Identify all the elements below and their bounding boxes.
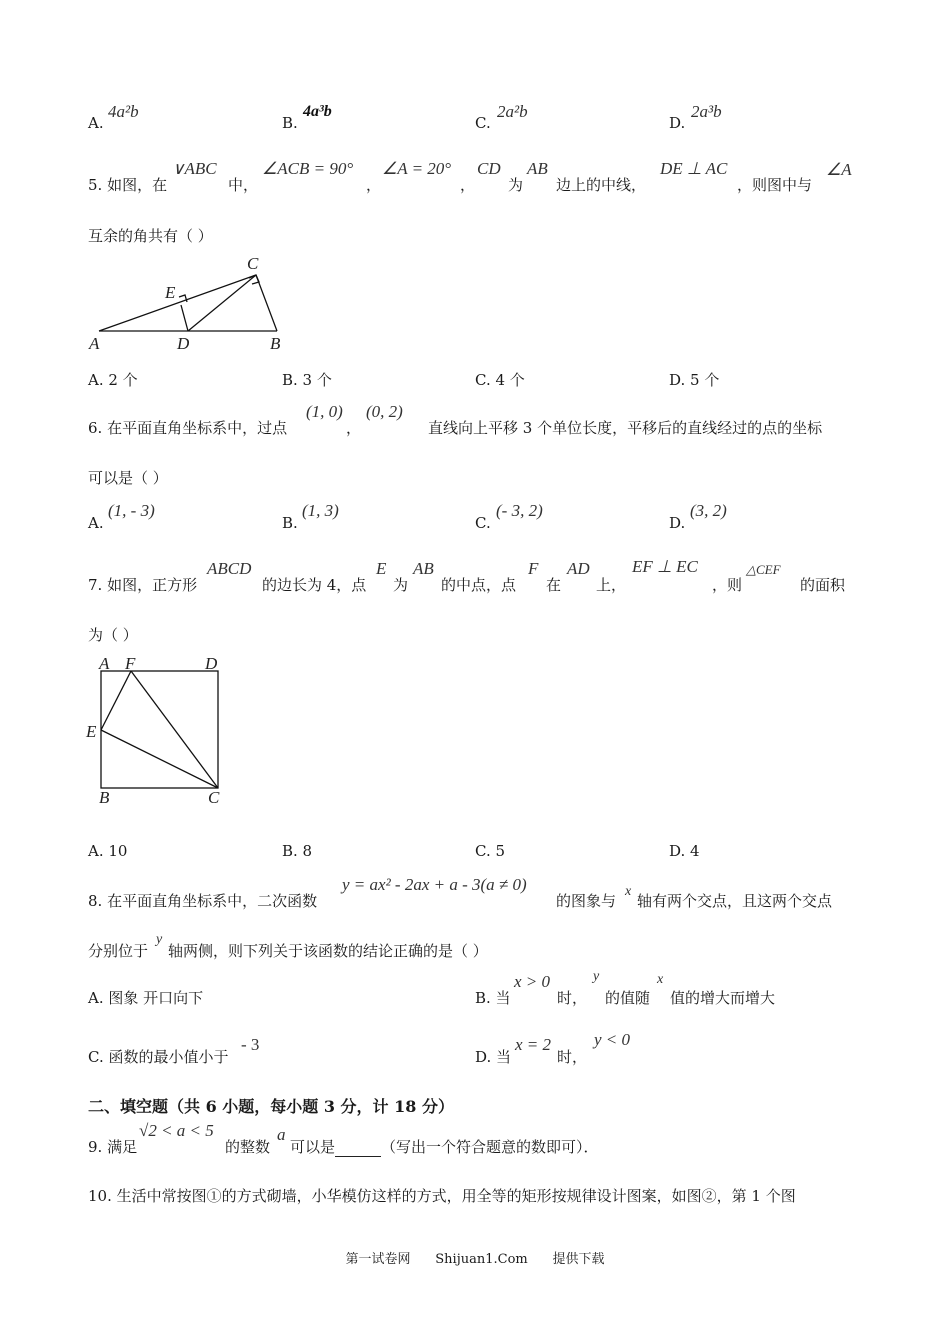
q8-line2a: 分别位于 xyxy=(88,942,149,960)
q5-angle-acb: ∠ACB = 90° xyxy=(262,159,354,178)
q8-option-b-y: y xyxy=(593,969,600,984)
q7-label-d: D xyxy=(205,654,218,673)
q7-label-e: E xyxy=(86,722,97,741)
q5-option-c: C. 4 个 xyxy=(475,371,525,389)
q4-option-a-expr: 4a²b xyxy=(108,102,139,121)
q7-area: 的面积 xyxy=(800,576,846,594)
q5-triangle-figure xyxy=(85,252,295,354)
q7-side: 的边长为 4，点 xyxy=(262,576,367,594)
q8-option-b-b: 时， xyxy=(557,989,588,1007)
q5-ab: AB xyxy=(527,159,548,178)
q4-option-b: B. xyxy=(282,114,298,132)
q5-tri: ∨ABC xyxy=(172,159,217,178)
q5-angle-a: ∠A = 20° xyxy=(382,159,452,178)
q8-line2b: 轴两侧，则下列关于该函数的结论正确的是（ ） xyxy=(168,942,488,960)
q7-square-figure xyxy=(85,651,230,811)
q5-angle-a2: ∠A xyxy=(826,160,852,179)
q8-option-d-b: 时， xyxy=(557,1048,588,1066)
q6-option-c-expr: (- 3, 2) xyxy=(496,501,543,520)
q4-option-a: A. xyxy=(88,114,104,132)
q6-p1: (1, 0) xyxy=(306,402,343,421)
q5-comma2: ， xyxy=(460,176,476,194)
q7-option-b: B. 8 xyxy=(282,842,313,860)
q6-line2: 可以是（ ） xyxy=(88,469,168,487)
q7-option-a: A. 10 xyxy=(88,842,128,860)
q4-option-d-expr: 2a³b xyxy=(691,102,722,121)
q5-de-ac: DE ⊥ AC xyxy=(660,159,728,178)
q4-option-b-expr: 4a³b xyxy=(303,103,332,120)
q8-graph-with: 的图象与 xyxy=(556,892,617,910)
q6-option-d: D. xyxy=(669,514,686,532)
q8-axis-two: 轴有两个交点，且这两个交点 xyxy=(637,892,833,910)
q5-option-d: D. 5 个 xyxy=(669,371,720,389)
q7-abcd: ABCD xyxy=(207,559,252,578)
q7-e: E xyxy=(376,559,387,578)
q8-option-d: D. 当 xyxy=(475,1048,512,1066)
q5-label-c: C xyxy=(247,254,259,273)
q7-ef-ec: EF ⊥ EC xyxy=(632,557,698,576)
q5-zhong: 中， xyxy=(228,176,259,194)
q9-tail: （写出一个符合题意的数即可）． xyxy=(381,1138,599,1156)
q8-option-d-x: x = 2 xyxy=(515,1035,552,1054)
q10-text: 10. 生活中常按图①的方式砌墙，小华模仿这样的方式，用全等的矩形按规律设计图案，如图②，第 1 个图 xyxy=(88,1187,796,1205)
q8-x: x xyxy=(625,884,632,899)
q6-option-c: C. xyxy=(475,514,491,532)
q6-option-b-expr: (1, 3) xyxy=(302,501,339,520)
q9-int-a: 的整数 xyxy=(225,1138,271,1156)
q6-comma: ， xyxy=(346,419,362,437)
q5-then: ，则图中与 xyxy=(737,176,813,194)
q7-num: 7. 如图，正方形 xyxy=(88,576,198,594)
q5-num: 5. 如图，在 xyxy=(88,176,168,194)
q9-num: 9. 满足 xyxy=(88,1138,138,1156)
q8-option-b: B. 当 xyxy=(475,989,511,1007)
section-title: 二、填空题（共 6 小题，每小题 3 分，计 18 分） xyxy=(88,1097,454,1116)
q7-option-c: C. 5 xyxy=(475,842,506,860)
q6-num: 6. 在平面直角坐标系中，过点 xyxy=(88,419,288,437)
q7-mid: 的中点，点 xyxy=(441,576,517,594)
q5-label-e: E xyxy=(165,283,176,302)
q7-label-b: B xyxy=(99,788,110,807)
q4-option-c: C. xyxy=(475,114,491,132)
q5-cd: CD xyxy=(477,159,501,178)
page-footer: 第一试卷网 Shijuan1.Com 提供下载 xyxy=(345,1252,605,1267)
q8-option-b-c: 的值随 xyxy=(605,989,651,1007)
q6-option-d-expr: (3, 2) xyxy=(690,501,727,520)
q7-label-f: F xyxy=(125,654,136,673)
q7-shang: 上， xyxy=(596,576,627,594)
q5-label-b: B xyxy=(270,334,281,353)
q6-option-a: A. xyxy=(88,514,104,532)
q8-option-b-x: x xyxy=(657,972,664,987)
q5-option-b: B. 3 个 xyxy=(282,371,332,389)
q8-option-b-x0: x > 0 xyxy=(514,972,551,991)
q7-line2: 为（ ） xyxy=(88,626,138,644)
q5-comma1: ， xyxy=(366,176,382,194)
q7-zai: 在 xyxy=(546,576,562,594)
q6-option-b: B. xyxy=(282,514,298,532)
q7-f: F xyxy=(528,559,539,578)
q7-option-d: D. 4 xyxy=(669,842,700,860)
q5-line2: 互余的角共有（ ） xyxy=(88,227,213,245)
q7-label-c: C xyxy=(208,788,220,807)
q8-y: y xyxy=(156,932,163,947)
q8-func: y = ax² - 2ax + a - 3(a ≠ 0) xyxy=(342,875,527,894)
q9-rest-text: 可以是 xyxy=(290,1138,336,1156)
q5-wei: 为 xyxy=(508,176,524,194)
q8-num: 8. 在平面直角坐标系中，二次函数 xyxy=(88,892,318,910)
q7-cef: △CEF xyxy=(746,562,781,577)
q7-label-a: A xyxy=(99,654,110,673)
q7-then: ，则 xyxy=(712,576,743,594)
q7-wei: 为 xyxy=(393,576,409,594)
q5-label-a: A xyxy=(89,334,100,353)
q8-option-a: A. 图象 开口向下 xyxy=(88,989,204,1007)
q5-label-d: D xyxy=(177,334,190,353)
q9-rest xyxy=(290,1136,599,1157)
q6-rest: 直线向上平移 3 个单位长度，平移后的直线经过的点的坐标 xyxy=(428,419,823,437)
q7-ab: AB xyxy=(413,559,434,578)
q9-a: a xyxy=(277,1125,286,1144)
q5-option-a: A. 2 个 xyxy=(88,371,138,389)
q8-option-c: C. 函数的最小值小于 xyxy=(88,1048,229,1066)
q9-answer-blank[interactable] xyxy=(335,1142,381,1157)
q9-ineq: √2 < a < 5 xyxy=(139,1121,214,1140)
q4-option-c-expr: 2a²b xyxy=(497,102,528,121)
q6-p2: (0, 2) xyxy=(366,402,403,421)
q4-option-d: D. xyxy=(669,114,686,132)
q7-ad: AD xyxy=(567,559,590,578)
q8-option-b-d: 值的增大而增大 xyxy=(670,989,776,1007)
q8-option-c-v: - 3 xyxy=(241,1035,260,1054)
q6-option-a-expr: (1, - 3) xyxy=(108,501,155,520)
q5-edge-mid: 边上的中线， xyxy=(556,176,647,194)
q8-option-d-y: y < 0 xyxy=(594,1030,631,1049)
